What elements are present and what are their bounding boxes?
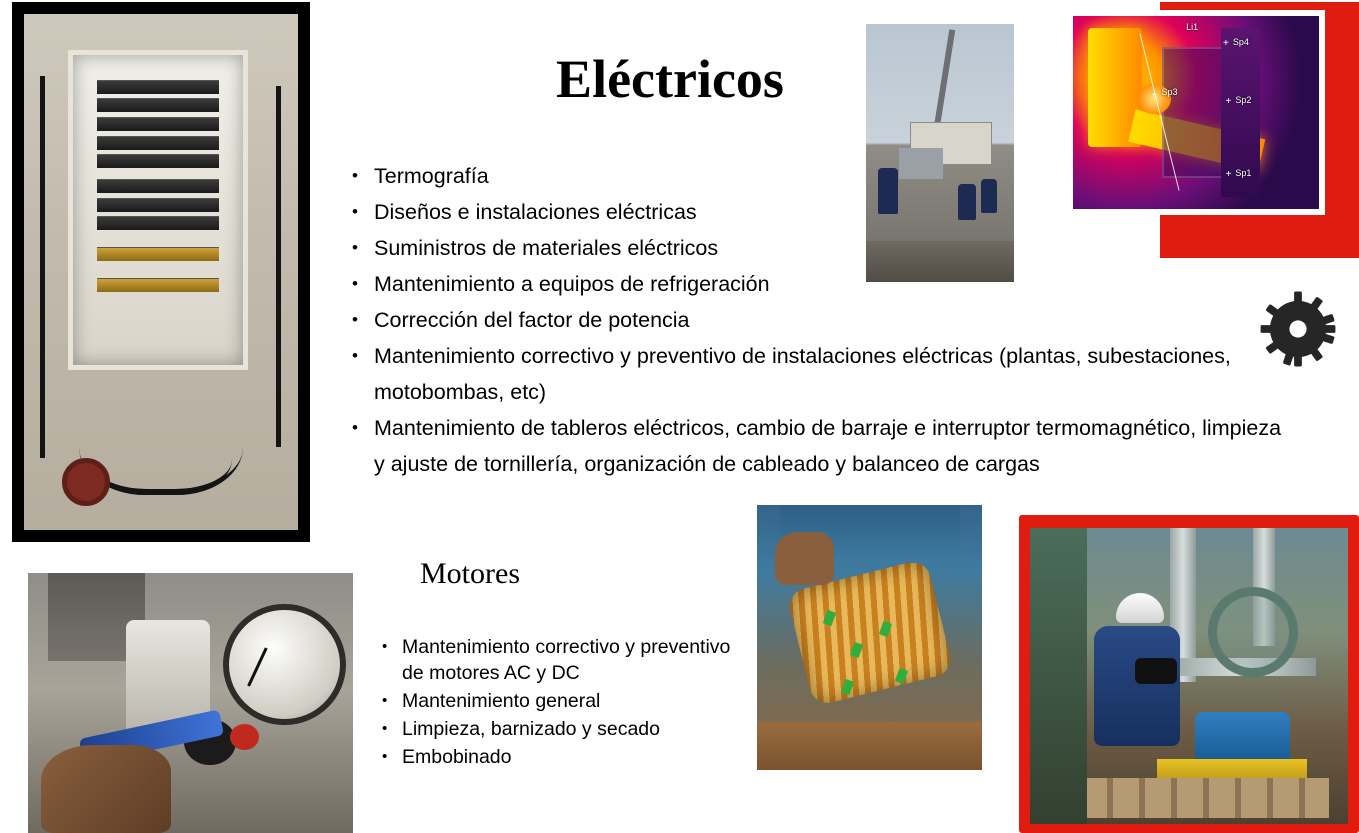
list-item <box>382 634 752 686</box>
motores-bullet-list <box>382 634 752 772</box>
list-item <box>382 716 752 742</box>
list-item-label: Mantenimiento general <box>402 690 601 712</box>
bullet-marker-icon: • <box>382 720 388 737</box>
safety-helmet <box>1116 593 1164 623</box>
pump-motor-installation-photo <box>1030 528 1348 824</box>
list-item-label: Mantenimiento de tableros eléctricos, cambio de barraje e interruptor termomagnético, limpieza y ajuste de tornillería, organización de cableado y balanceo de cargas <box>374 416 1282 476</box>
list-item <box>352 302 1282 338</box>
list-item-label: Mantenimiento a equipos de refrigeración <box>374 272 770 296</box>
list-item-label: Mantenimiento correctivo y preventivo de instalaciones eléctricas (plantas, subestaciones, motobombas, etc) <box>374 344 1231 404</box>
list-item-label: Suministros de materiales eléctricos <box>374 236 719 260</box>
page-title: Eléctricos <box>556 49 784 109</box>
thermal-label-sp1: Sp1 <box>1235 168 1252 179</box>
bullet-marker-icon: • <box>352 346 358 365</box>
list-item <box>352 338 1282 410</box>
list-item-label: Embobinado <box>402 746 512 768</box>
list-item <box>352 230 1282 266</box>
list-item-label: Termografía <box>374 164 489 188</box>
electrical-panel-photo <box>12 2 310 542</box>
bullet-marker-icon: • <box>382 638 388 655</box>
list-item <box>352 266 1282 302</box>
pressure-gauge-measurement-photo <box>28 573 353 833</box>
bullet-marker-icon: • <box>382 748 388 765</box>
thermal-label-sp3: Sp3 <box>1161 87 1178 98</box>
list-item-label: Diseños e instalaciones eléctricas <box>374 200 697 224</box>
crane-jobsite-photo <box>866 24 1014 282</box>
bullet-marker-icon: • <box>352 310 358 329</box>
bullet-marker-icon: • <box>352 274 358 293</box>
list-item-label: Limpieza, barnizado y secado <box>402 718 660 740</box>
motor-winding-photo <box>757 505 982 770</box>
list-item <box>382 688 752 714</box>
bullet-marker-icon: • <box>382 692 388 709</box>
thermal-label-sp2: Sp2 <box>1235 95 1252 106</box>
bullet-marker-icon: • <box>352 166 358 185</box>
list-item <box>352 410 1282 482</box>
bullet-marker-icon: • <box>352 202 358 221</box>
bullet-marker-icon: • <box>352 238 358 257</box>
thermal-label-li1: Li1 <box>1186 21 1199 32</box>
thermal-label-sp4: Sp4 <box>1232 37 1249 48</box>
thermal-imaging-photo: + Sp3 + Sp1 + Sp2 + Sp4 Li1 <box>1067 10 1325 215</box>
bullet-marker-icon: • <box>352 418 358 437</box>
list-item <box>382 744 752 770</box>
gear-icon <box>1256 290 1340 368</box>
motores-heading: Motores <box>420 557 520 590</box>
list-item-label: Corrección del factor de potencia <box>374 308 690 332</box>
list-item-label: Mantenimiento correctivo y preventivo de motores AC y DC <box>402 636 731 684</box>
